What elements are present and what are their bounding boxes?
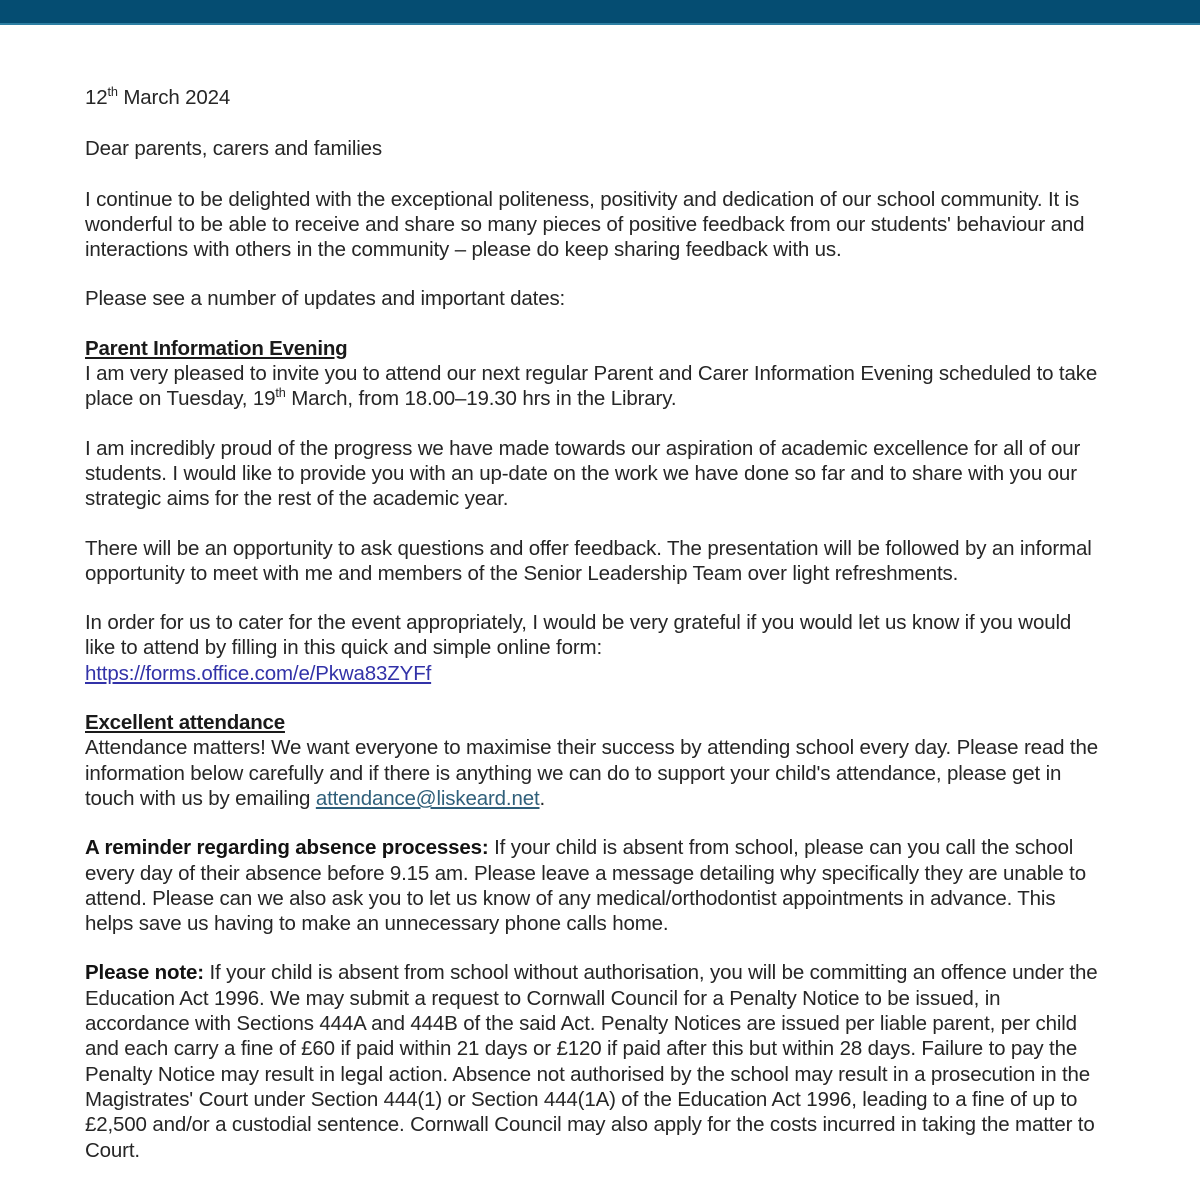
absence-processes-paragraph — [85, 835, 1105, 936]
parent-evening-intro-paragraph — [85, 361, 1105, 412]
parent-evening-date-ordinal: th — [275, 385, 286, 401]
letter-salutation: Dear parents, carers and families — [85, 137, 382, 161]
absence-processes-lead-in: A reminder regarding absence processes: — [85, 836, 489, 860]
section-heading-excellent-attendance: Excellent attendance — [85, 711, 285, 735]
catering-rsvp-paragraph — [85, 610, 1105, 661]
attendance-intro-paragraph — [85, 735, 1105, 811]
form-link-paragraph — [85, 661, 1105, 686]
please-note-paragraph — [85, 960, 1105, 1162]
letter-date-ordinal: th — [107, 84, 118, 100]
parent-evening-text-after-date: March, from 18.00–19.30 hrs in the Library. — [285, 387, 677, 411]
attendance-email-link[interactable]: attendance@liskeard.net — [315, 786, 540, 810]
section-heading-parent-information-evening: Parent Information Evening — [85, 336, 348, 360]
attendance-text-before-email: Attendance matters! We want everyone to maximise their success by attending school every day. Please read the information below carefully and if there is anything we can do to support your child's attendance, please get in touch with us by emailing — [85, 736, 1098, 810]
parent-evening-text-before-date: I am very pleased to invite you to attend our next regular Parent and Carer Information Evening scheduled to take place on Tuesday, 19 — [85, 362, 1098, 411]
attendance-text-after-email: . — [539, 786, 546, 810]
section-parent-information-evening — [85, 336, 1105, 412]
online-form-link[interactable]: https://forms.office.com/e/Pkwa83ZYFf — [85, 661, 432, 685]
letter-date — [85, 85, 1105, 110]
page-header-banner — [0, 0, 1200, 25]
updates-intro-paragraph: Please see a number of updates and important dates: — [85, 287, 566, 311]
section-excellent-attendance — [85, 710, 1105, 811]
opening-paragraph: I continue to be delighted with the exceptional politeness, positivity and dedication of our school community. It is wonderful to be able to receive and share so many pieces of positive feedback from our students' behaviour and interactions with others in the community – please do keep sharing feedback with us. — [85, 187, 1085, 262]
questions-feedback-paragraph: There will be an opportunity to ask questions and offer feedback. The presentation will be followed by an informal opportunity to meet with me and members of the Senior Leadership Team over light refreshments. — [85, 536, 1092, 585]
letter-date-rest: March 2024 — [117, 86, 231, 109]
please-note-body: If your child is absent from school without authorisation, you will be committing an offence under the Education Act 1996. We may submit a request to Cornwall Council for a Penalty Notice to be issued, in accordance with Sections 444A and 444B of the said Act. Penalty Notices are issued per liable parent, per child and each carry a fine of £60 if paid within 21 days or £120 if paid after this but within 28 days. Failure to pay the Penalty Notice may result in legal action. Absence not authorised by the school may result in a prosecution in the Magistrates' Court under Section 444(1) or Section 444(1A) of the Education Act 1996, leading to a fine of up to £2,500 and/or a custodial sentence. Cornwall Council may also apply for the costs incurred in taking the matter to Court. — [85, 961, 1098, 1162]
absence-processes-body: If your child is absent from school, please can you call the school every day of their absence before 9.15 am. Please leave a message detailing why specifically they are unable to attend. Please can we also ask you to let us know of any medical/orthodontist appointments in advance. This helps save us having to make an unnecessary phone calls home. — [85, 836, 1086, 936]
letter-body — [0, 25, 1200, 1163]
catering-rsvp-text: In order for us to cater for the event appropriately, I would be very grateful if you would let us know if you would like to attend by filling in this quick and simple online form: — [85, 611, 1072, 660]
letter-date-day: 12 — [85, 86, 108, 109]
academic-excellence-paragraph: I am incredibly proud of the progress we have made towards our aspiration of academic excellence for all of our students. I would like to provide you with an up-date on the work we have done so far and to share with you our strategic aims for the rest of the academic year. — [85, 436, 1081, 511]
please-note-lead-in: Please note: — [85, 961, 204, 985]
